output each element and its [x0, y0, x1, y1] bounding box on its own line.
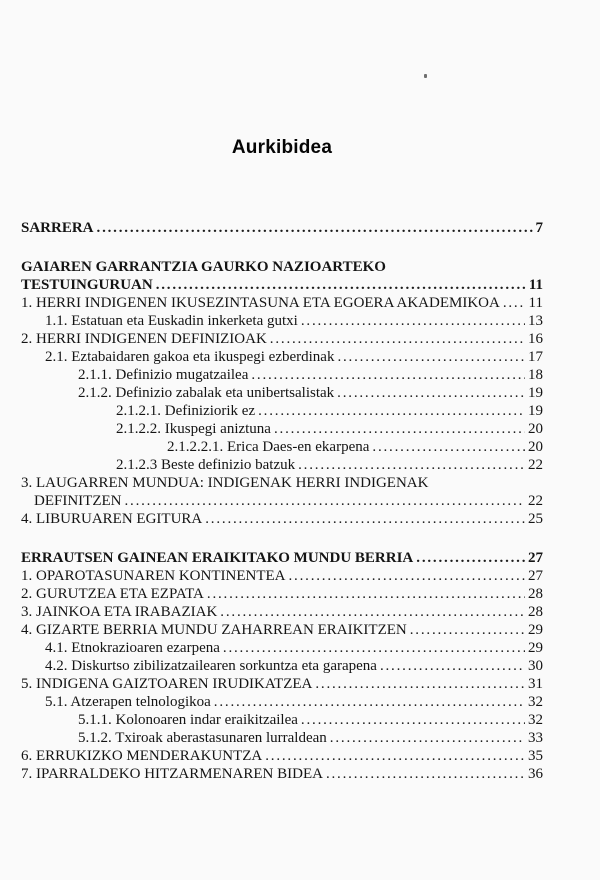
toc-entry [21, 384, 543, 402]
toc-entry-label: 1. OPAROTASUNAREN KONTINENTEA [21, 568, 286, 584]
table-of-contents [21, 219, 543, 783]
toc-entry-label: 2.1.2.2.1. Erica Daes-en ekarpena [167, 439, 370, 455]
dot-leader [410, 621, 525, 639]
toc-entry-label: 3. LAUGARREN MUNDUA: INDIGENAK HERRI INDIGENAK [21, 475, 429, 491]
toc-entry-label: 1. HERRI INDIGENEN IKUSEZINTASUNA ETA EGOERA AKADEMIKOA [21, 295, 500, 311]
toc-entry-page: 25 [528, 511, 543, 527]
dot-leader [503, 294, 526, 312]
dot-leader [337, 384, 525, 402]
dot-leader [337, 348, 525, 366]
toc-entry [21, 693, 543, 711]
toc-entry-label: 3. JAINKOA ETA IRABAZIAK [21, 604, 218, 620]
toc-entry-label: 2.1.2.3 Beste definizio batzuk [116, 457, 296, 473]
toc-entry [21, 657, 543, 675]
toc-entry-page: 11 [528, 295, 543, 311]
toc-entry [21, 348, 543, 366]
toc-entry [21, 276, 543, 294]
toc-entry-label: 5.1. Atzerapen telnologikoa [45, 694, 211, 710]
toc-entry [21, 585, 543, 603]
toc-entry-page: 33 [528, 730, 543, 746]
toc-entry-page: 29 [528, 640, 543, 656]
toc-entry [21, 330, 543, 348]
toc-entry [21, 603, 543, 621]
dot-leader [416, 549, 525, 567]
toc-entry-label: 5.1.1. Kolonoaren indar eraikitzailea [78, 712, 298, 728]
toc-entry [21, 510, 543, 528]
toc-entry-label: 2.1. Eztabaidaren gakoa eta ikuspegi ezberdinak [45, 349, 335, 365]
dot-leader [265, 747, 525, 765]
toc-entry [21, 711, 543, 729]
toc-entry [21, 312, 543, 330]
toc-entry-page: 29 [528, 622, 543, 638]
toc-entry-label: 4.2. Diskurtso zibilizatzailearen sorkuntza eta garapena [45, 658, 377, 674]
toc-entry-page: 19 [528, 403, 543, 419]
toc-entry [21, 675, 543, 693]
toc-entry-label: 4.1. Etnokrazioaren ezarpena [45, 640, 220, 656]
toc-entry [21, 765, 543, 783]
dot-leader [205, 510, 525, 528]
toc-entry-page: 27 [528, 568, 543, 584]
toc-entry-page: 35 [528, 748, 543, 764]
dot-leader [124, 492, 525, 510]
toc-entry [21, 420, 543, 438]
dot-leader [380, 657, 525, 675]
dot-leader [251, 366, 525, 384]
dot-leader [97, 219, 533, 237]
toc-entry-page: 7 [535, 220, 543, 236]
dot-leader [258, 402, 525, 420]
toc-entry-page: 20 [528, 439, 543, 455]
toc-entry-page: 22 [528, 493, 543, 509]
toc-entry-label: 5.1.2. Txiroak aberastasunaren lurraldean [78, 730, 327, 746]
dot-leader [220, 603, 525, 621]
dot-leader [214, 693, 525, 711]
toc-entry-page: 19 [528, 385, 543, 401]
toc-entry-label: 7. IPARRALDEKO HITZARMENAREN BIDEA [21, 766, 323, 782]
toc-entry-page: 30 [528, 658, 543, 674]
dot-leader [274, 420, 525, 438]
toc-entry [21, 438, 543, 456]
toc-entry-label: 2.1.2. Definizio zabalak eta unibertsalistak [78, 385, 335, 401]
toc-entry [21, 366, 543, 384]
toc-entry-label: 2. HERRI INDIGENEN DEFINIZIOAK [21, 331, 267, 347]
toc-entry [21, 456, 543, 474]
dot-leader [301, 711, 525, 729]
toc-entry-label: 2.1.2.2. Ikuspegi aniztuna [116, 421, 271, 437]
toc-entry-label: ERRAUTSEN GAINEAN ERAIKITAKO MUNDU BERRIA [21, 550, 414, 566]
toc-entry-label: 2.1.2.1. Definiziorik ez [116, 403, 256, 419]
toc-entry [21, 492, 543, 510]
toc-entry [21, 729, 543, 747]
dot-leader [223, 639, 525, 657]
toc-entry-label: 2. GURUTZEA ETA EZPATA [21, 586, 204, 602]
toc-entry [21, 567, 543, 585]
dot-leader [270, 330, 525, 348]
toc-entry-page: 32 [528, 694, 543, 710]
toc-entry-label: 4. GIZARTE BERRIA MUNDU ZAHARREAN ERAIKITZEN [21, 622, 407, 638]
toc-entry-label: GAIAREN GARRANTZIA GAURKO NAZIOARTEKO [21, 259, 386, 275]
toc-entry-page: 16 [528, 331, 543, 347]
dot-leader [298, 456, 525, 474]
toc-entry-page: 28 [528, 604, 543, 620]
dot-leader [315, 675, 525, 693]
toc-entry [21, 621, 543, 639]
dot-leader [372, 438, 525, 456]
page-title: Aurkibidea [231, 137, 333, 158]
toc-entry-label: 2.1.1. Definizio mugatzailea [78, 367, 249, 383]
toc-entry [21, 549, 543, 567]
toc-entry-label: DEFINITZEN [34, 493, 122, 509]
toc-entry-page: 22 [528, 457, 543, 473]
toc-entry [21, 639, 543, 657]
toc-entry-page: 32 [528, 712, 543, 728]
dot-leader [301, 312, 525, 330]
toc-entry-label: SARRERA [21, 220, 94, 236]
dot-leader [289, 567, 526, 585]
toc-entry [21, 258, 543, 276]
toc-entry-label: 6. ERRUKIZKO MENDERAKUNTZA [21, 748, 263, 764]
toc-entry-page: 31 [528, 676, 543, 692]
toc-entry-page: 11 [528, 277, 543, 293]
toc-entry-page: 17 [528, 349, 543, 365]
toc-entry-label: TESTUINGURUAN [21, 277, 153, 293]
dot-leader [156, 276, 526, 294]
toc-entry-page: 28 [528, 586, 543, 602]
dot-leader [207, 585, 525, 603]
toc-entry [21, 294, 543, 312]
toc-entry-page: 18 [528, 367, 543, 383]
dot-leader [330, 729, 525, 747]
toc-content [21, 0, 543, 783]
toc-entry [21, 474, 543, 492]
toc-entry [21, 219, 543, 237]
toc-entry-label: 4. LIBURUAREN EGITURA [21, 511, 203, 527]
toc-entry-page: 13 [528, 313, 543, 329]
toc-entry-label: 5. INDIGENA GAIZTOAREN IRUDIKATZEA [21, 676, 313, 692]
toc-entry [21, 747, 543, 765]
toc-entry [21, 402, 543, 420]
toc-entry-label: 1.1. Estatuan eta Euskadin inkerketa gutxi [45, 313, 298, 329]
toc-entry-page: 27 [528, 550, 543, 566]
toc-entry-page: 36 [528, 766, 543, 782]
toc-entry-page: 20 [528, 421, 543, 437]
dot-leader [326, 765, 525, 783]
